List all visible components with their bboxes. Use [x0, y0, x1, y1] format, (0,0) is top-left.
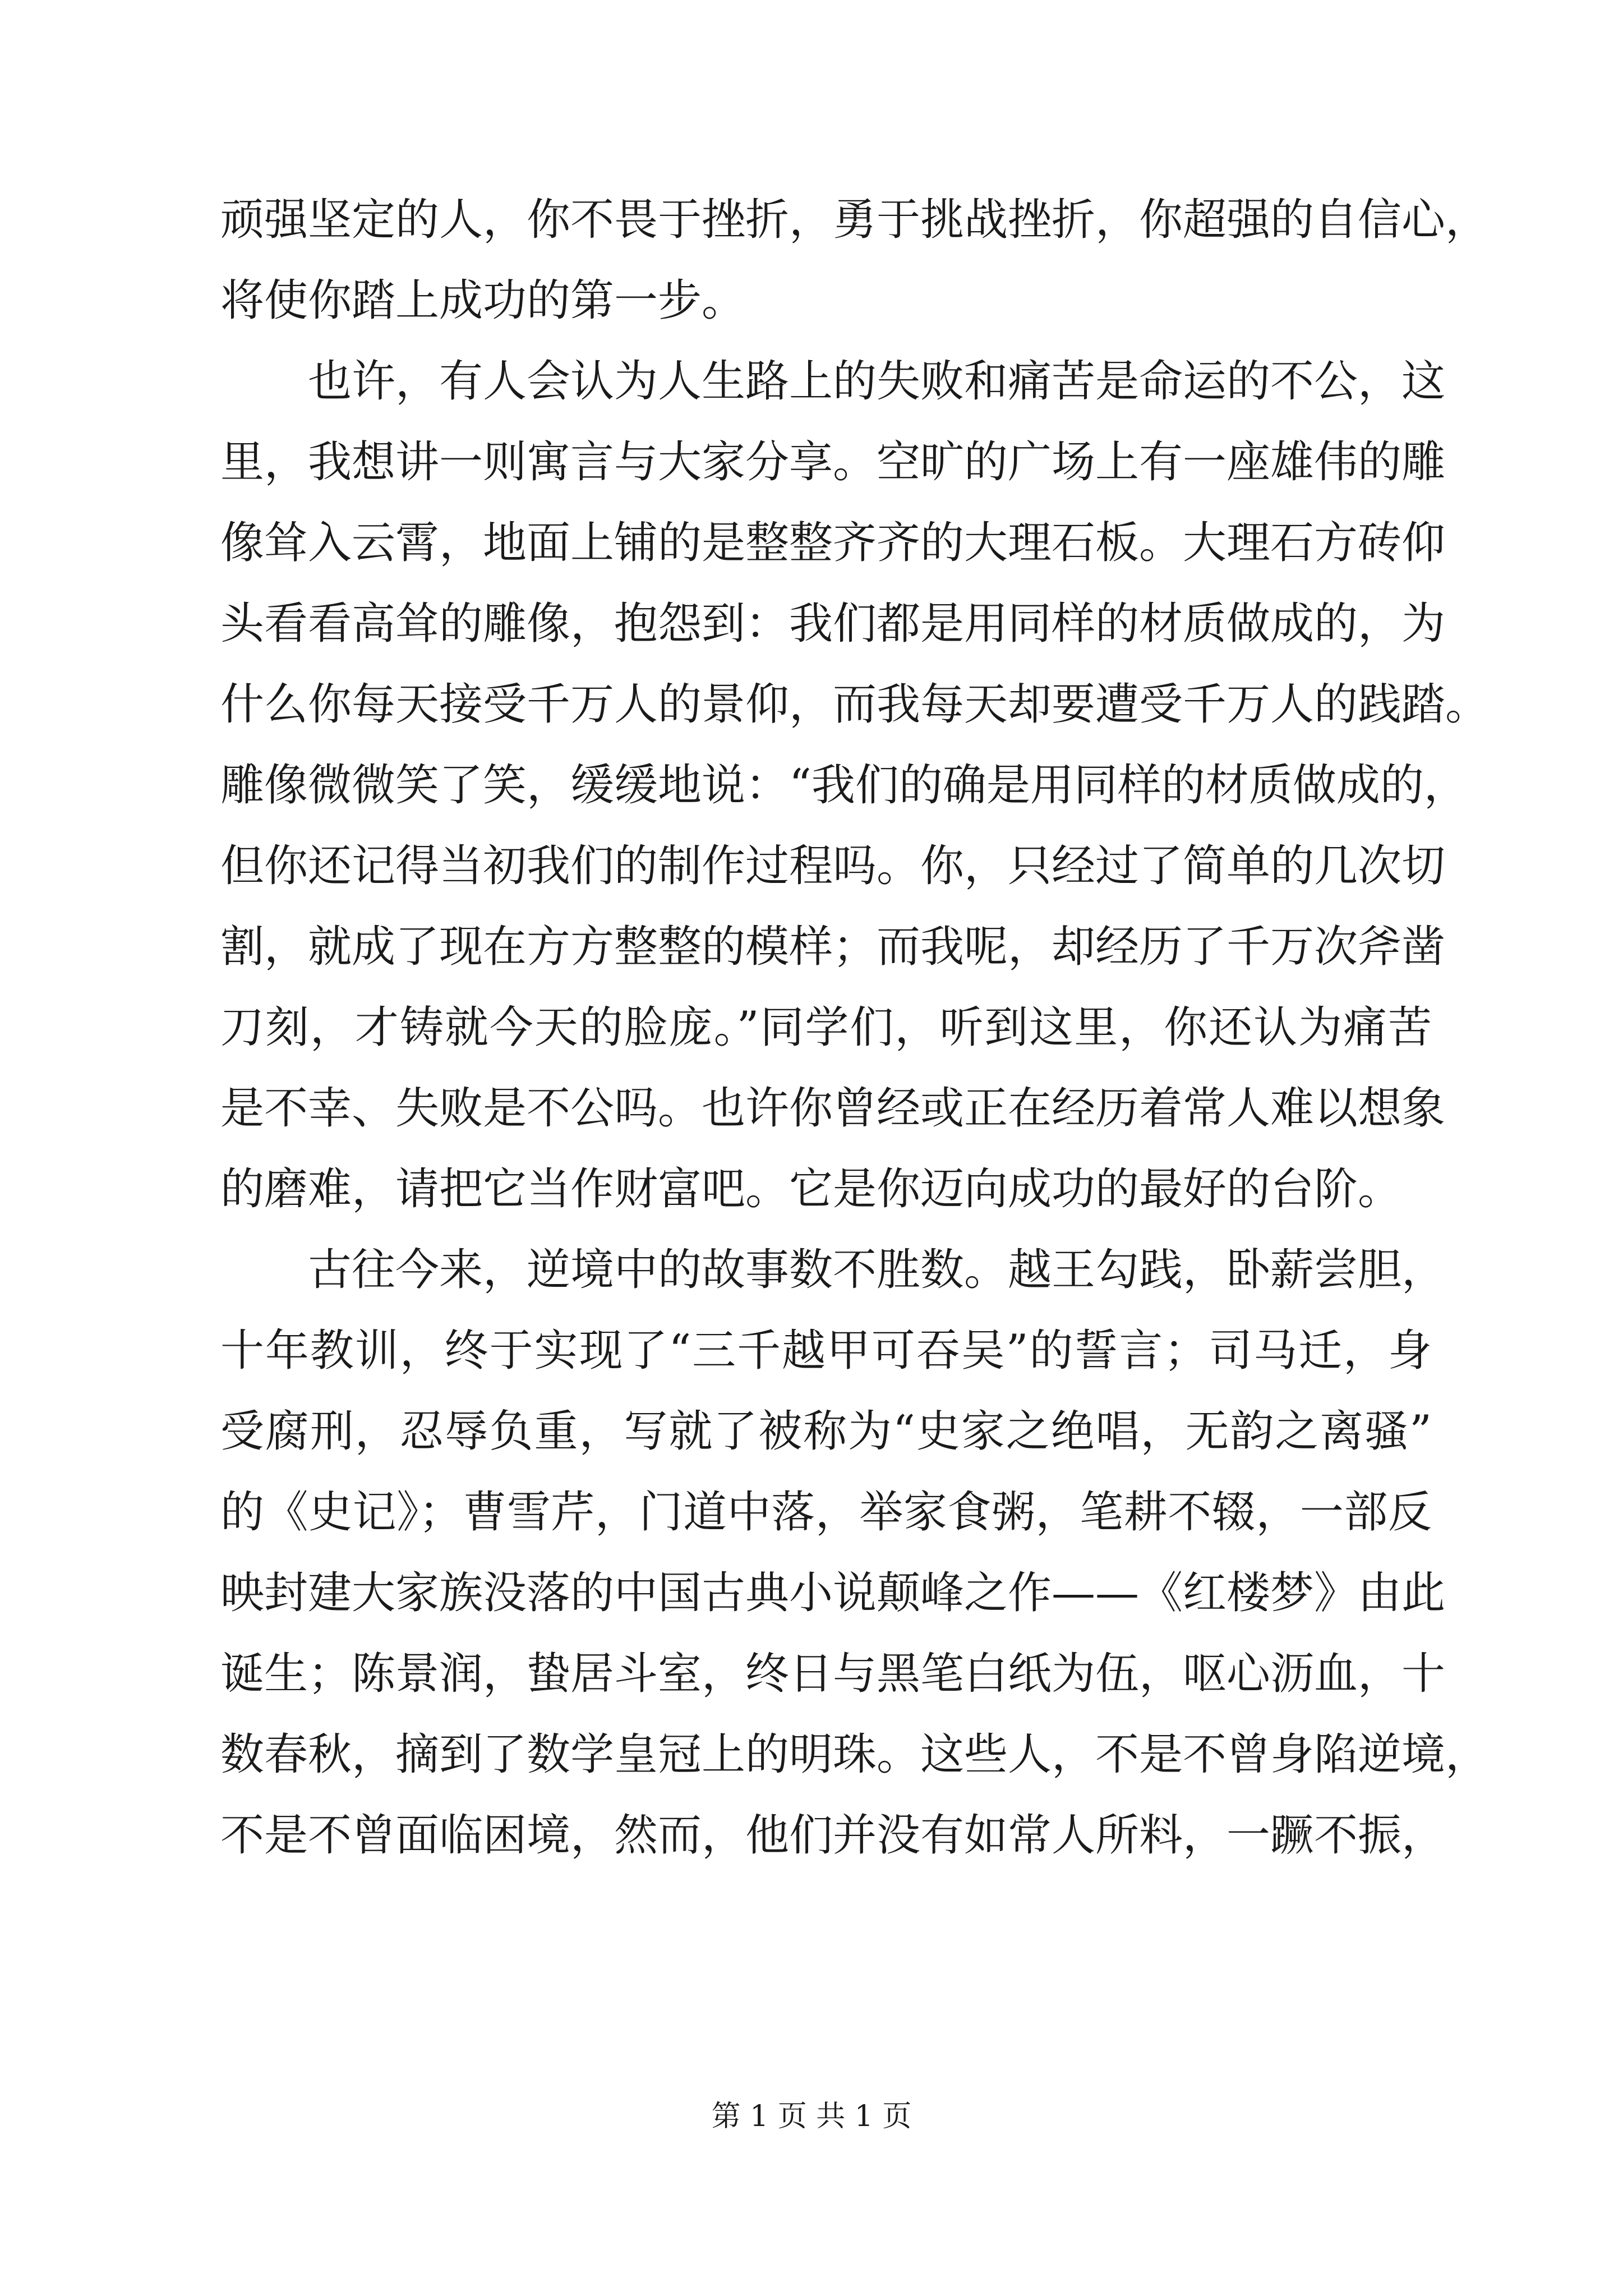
- body-text: [220, 180, 1490, 1876]
- text-line: 但你还记得当初我们的制作过程吗。你，只经过了简单的几次切: [220, 841, 1446, 891]
- text-line: 诞生；陈景润，蛰居斗室，终日与黑笔白纸为伍，呕心沥血，十: [220, 1649, 1446, 1699]
- text-line: 像耸入云霄，地面上铺的是整整齐齐的大理石板。大理石方砖仰: [220, 518, 1446, 568]
- paragraph-first-line: 也许，有人会认为人生路上的失败和痛苦是命运的不公，这: [308, 356, 1446, 407]
- text-line: 受腐刑，忍辱负重，写就了被称为“史家之绝唱，无韵之离骚”: [220, 1406, 1432, 1457]
- text-line: 映封建大家族没落的中国古典小说颠峰之作——《红楼梦》由此: [220, 1568, 1446, 1618]
- text-line: 里，我想讲一则寓言与大家分享。空旷的广场上有一座雄伟的雕: [220, 437, 1446, 487]
- text-line: 雕像微微笑了笑，缓缓地说：“我们的确是用同样的材质做成的，: [220, 760, 1468, 811]
- text-line: 的《史记》；曹雪芹，门道中落，举家食粥，笔耕不辍，一部反: [220, 1487, 1432, 1538]
- text-line: 不是不曾面临困境，然而，他们并没有如常人所料，一蹶不振，: [220, 1810, 1446, 1861]
- text-line: 刀刻，才铸就今天的脸庞。”同学们，听到这里，你还认为痛苦: [220, 1002, 1432, 1053]
- text-line: 是不幸、失败是不公吗。也许你曾经或正在经历着常人难以想象: [220, 1083, 1446, 1134]
- text-line: 顽强坚定的人，你不畏于挫折，勇于挑战挫折，你超强的自信心，: [220, 195, 1490, 245]
- text-line: 十年教训，终于实现了“三千越甲可吞吴”的誓言；司马迁，身: [220, 1326, 1432, 1376]
- text-line: 将使你踏上成功的第一步。: [220, 275, 746, 326]
- paragraph-first-line: 古往今来，逆境中的故事数不胜数。越王勾践，卧薪尝胆，: [308, 1245, 1446, 1295]
- text-line: 割，就成了现在方方整整的模样；而我呢，却经历了千万次斧凿: [220, 922, 1446, 972]
- text-line: 什么你每天接受千万人的景仰，而我每天却要遭受千万人的践踏。: [220, 679, 1490, 730]
- text-line: 数春秋，摘到了数学皇冠上的明珠。这些人，不是不曾身陷逆境，: [220, 1729, 1490, 1780]
- text-line: 的磨难，请把它当作财富吧。它是你迈向成功的最好的台阶。: [220, 1164, 1402, 1214]
- text-line: 头看看高耸的雕像，抱怨到：我们都是用同样的材质做成的，为: [220, 599, 1446, 649]
- page-footer: 第 1 页 共 1 页: [711, 2100, 912, 2133]
